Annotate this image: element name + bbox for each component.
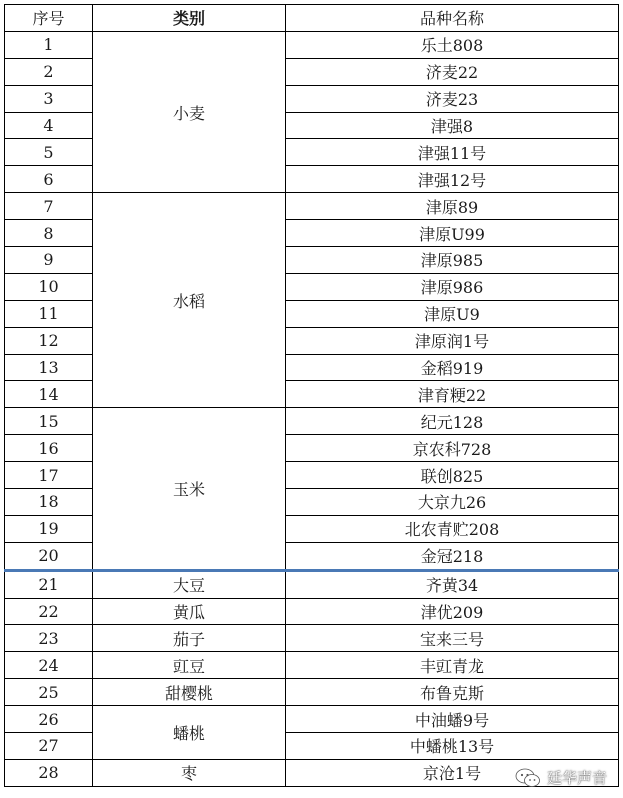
category-cell: 小麦	[93, 31, 286, 192]
category-cell: 枣	[93, 759, 286, 786]
row-index: 18	[5, 489, 93, 516]
category-cell: 大豆	[93, 570, 286, 598]
row-index: 24	[5, 652, 93, 679]
wechat-icon	[515, 768, 541, 788]
variety-cell: 津原U9	[286, 300, 619, 327]
row-index: 9	[5, 247, 93, 274]
variety-cell: 津优209	[286, 598, 619, 625]
variety-cell: 津育粳22	[286, 381, 619, 408]
table-row	[5, 625, 619, 652]
row-index: 6	[5, 166, 93, 193]
variety-cell: 津强12号	[286, 166, 619, 193]
variety-cell: 济麦23	[286, 85, 619, 112]
row-index: 22	[5, 598, 93, 625]
category-cell: 黄瓜	[93, 598, 286, 625]
variety-cell: 津原986	[286, 273, 619, 300]
row-index: 5	[5, 139, 93, 166]
row-index: 26	[5, 706, 93, 733]
variety-cell: 丰豇青龙	[286, 652, 619, 679]
row-index: 16	[5, 435, 93, 462]
variety-cell: 中油蟠9号	[286, 706, 619, 733]
row-index: 25	[5, 679, 93, 706]
row-index: 27	[5, 733, 93, 760]
watermark-text: 廷华声音	[546, 769, 607, 787]
row-index: 3	[5, 85, 93, 112]
table-row	[5, 679, 619, 706]
table-row	[5, 570, 619, 598]
row-index: 15	[5, 408, 93, 435]
variety-cell: 乐土808	[286, 31, 619, 58]
header-variety: 品种名称	[286, 5, 619, 32]
header-category: 类别	[93, 5, 286, 32]
variety-cell: 津原985	[286, 247, 619, 274]
row-index: 1	[5, 31, 93, 58]
row-index: 12	[5, 327, 93, 354]
row-index: 11	[5, 300, 93, 327]
row-index: 20	[5, 542, 93, 570]
variety-cell: 济麦22	[286, 58, 619, 85]
variety-cell: 津强11号	[286, 139, 619, 166]
row-index: 7	[5, 193, 93, 220]
variety-cell: 联创825	[286, 462, 619, 489]
header-row	[5, 5, 619, 32]
variety-cell: 齐黄34	[286, 570, 619, 598]
table-row	[5, 408, 619, 435]
variety-cell: 纪元128	[286, 408, 619, 435]
row-index: 8	[5, 220, 93, 247]
variety-cell: 大京九26	[286, 489, 619, 516]
category-cell: 茄子	[93, 625, 286, 652]
row-index: 4	[5, 112, 93, 139]
variety-cell: 津强8	[286, 112, 619, 139]
variety-cell: 津原89	[286, 193, 619, 220]
row-index: 17	[5, 462, 93, 489]
header-index: 序号	[5, 5, 93, 32]
watermark	[515, 767, 607, 788]
table-row	[5, 652, 619, 679]
variety-cell: 津原U99	[286, 220, 619, 247]
variety-cell: 京沧1号	[286, 759, 619, 786]
variety-cell: 北农青贮208	[286, 515, 619, 542]
table-row	[5, 193, 619, 220]
category-cell: 甜樱桃	[93, 679, 286, 706]
row-index: 23	[5, 625, 93, 652]
category-cell: 水稻	[93, 193, 286, 408]
row-index: 19	[5, 515, 93, 542]
row-index: 10	[5, 273, 93, 300]
variety-cell: 金稻919	[286, 354, 619, 381]
variety-cell: 金冠218	[286, 542, 619, 570]
variety-cell: 京农科728	[286, 435, 619, 462]
variety-cell: 布鲁克斯	[286, 679, 619, 706]
table-row	[5, 31, 619, 58]
table-row	[5, 706, 619, 733]
table-body	[5, 31, 619, 786]
variety-table	[4, 4, 619, 787]
row-index: 2	[5, 58, 93, 85]
category-cell: 豇豆	[93, 652, 286, 679]
row-index: 14	[5, 381, 93, 408]
variety-cell: 宝来三号	[286, 625, 619, 652]
row-index: 21	[5, 570, 93, 598]
variety-cell: 津原润1号	[286, 327, 619, 354]
variety-cell: 中蟠桃13号	[286, 733, 619, 760]
row-index: 28	[5, 759, 93, 786]
category-cell: 蟠桃	[93, 706, 286, 760]
category-cell: 玉米	[93, 408, 286, 570]
table-row	[5, 598, 619, 625]
row-index: 13	[5, 354, 93, 381]
